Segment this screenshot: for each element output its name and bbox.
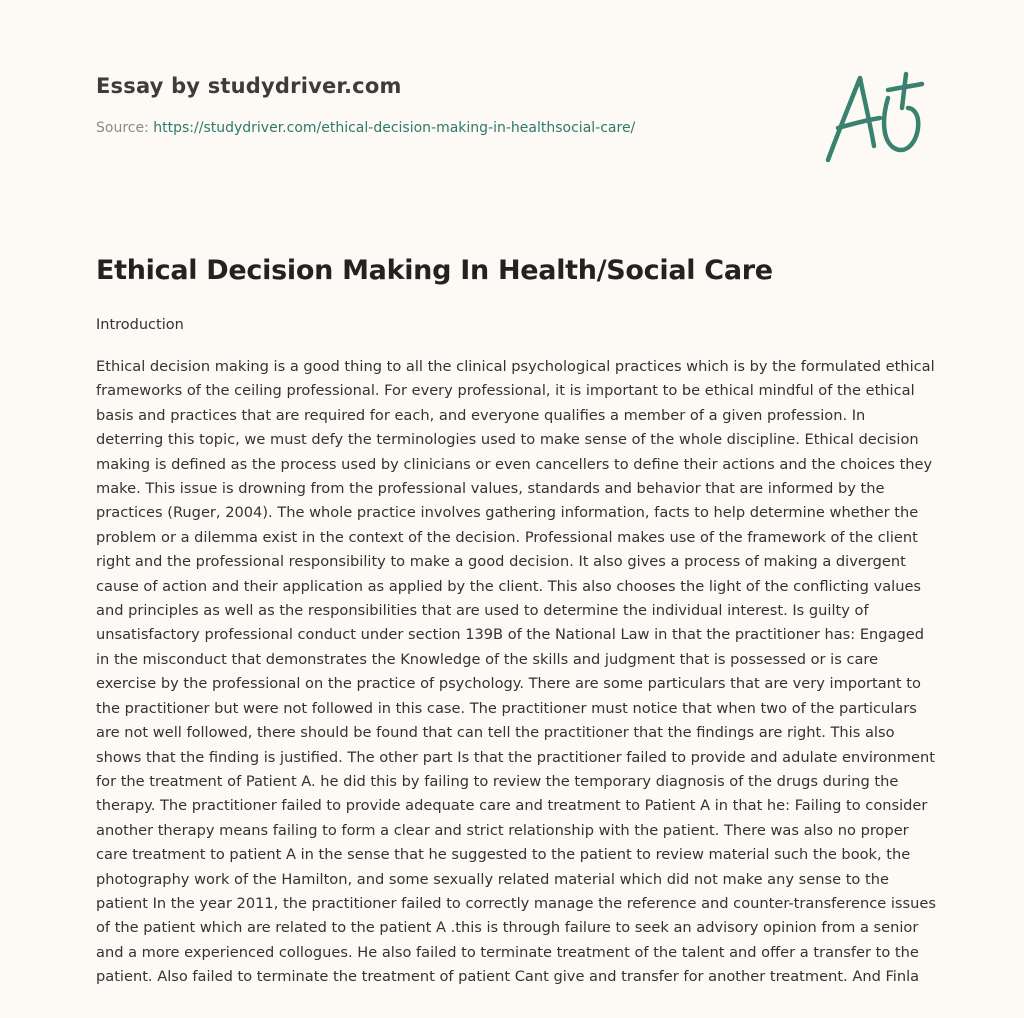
source-label: Source: [96, 120, 154, 136]
section-heading: Introduction [96, 317, 184, 333]
site-title: Essay by studydriver.com [96, 74, 402, 98]
essay-body: Ethical decision making is a good thing to all the clinical psychological practices which is by the formulated ethical frameworks of the ceiling professional. For every professional, it is important to be ethical mindful of the ethical basis and practices that are required for each, and everyone qualifies a member of a given profession. In deterring this topic, we must defy the terminologies used to make sense of the whole discipline. Ethical decision making is defined as the process used by clinicians or even cancellers to define their actions and the choices they make. This issue is drowning from the professional values, standards and behavior that are informed by the practices (Ruger, 2004). The whole practice involves gathering information, facts to help determine whether the problem or a dilemma exist in the context of the decision. Professional makes use of the framework of the client right and the professional responsibility to make a good decision. It also gives a process of making a divergent cause of action and their application as applied by the client. This also chooses the light of the conflicting values and principles as well as the responsibilities that are used to determine the individual interest. Is guilty of unsatisfactory professional conduct under section 139B of the National Law in that the practitioner has: Engaged in the misconduct that demonstrates the Knowledge of the skills and judgment that is possessed or is care exercise by the professional on the practice of psychology. There are some particulars that are very important to the practitioner but were not followed in this case. The practitioner must notice that when two of the particulars are not well followed, there should be found that can tell the practitioner that the findings are right. This also shows that the finding is justified. The other part Is that the practitioner failed to provide and adulate environment for the treatment of Patient A. he did this by failing to review the temporary diagnosis of the drugs during the therapy. The practitioner failed to provide adequate care and treatment to Patient A in that he: Failing to consider another therapy means failing to form a clear and strict relationship with the patient. There was also no proper care treatment to patient A in the sense that he suggested to the patient to review material such the book, the photography work of the Hamilton, and some sexually related material which did not make any sense to the patient In the year 2011, the practitioner failed to correctly manage the reference and counter-transference issues of the patient which are related to the patient A .this is through failure to seek an advisory opinion from a senior and a more experienced collogues. He also failed to terminate treatment of the talent and offer a transfer to the patient. Also failed to terminate the treatment of patient Cant give and transfer for another treatment. And Finla [96, 358, 936, 986]
source-line [96, 120, 796, 136]
source-link[interactable]: https://studydriver.com/ethical-decision-making-in-healthsocial-care/ [153, 120, 636, 136]
page-header [96, 74, 796, 136]
a-plus-logo-icon [822, 68, 932, 168]
essay-title: Ethical Decision Making In Health/Social Care [96, 255, 773, 286]
